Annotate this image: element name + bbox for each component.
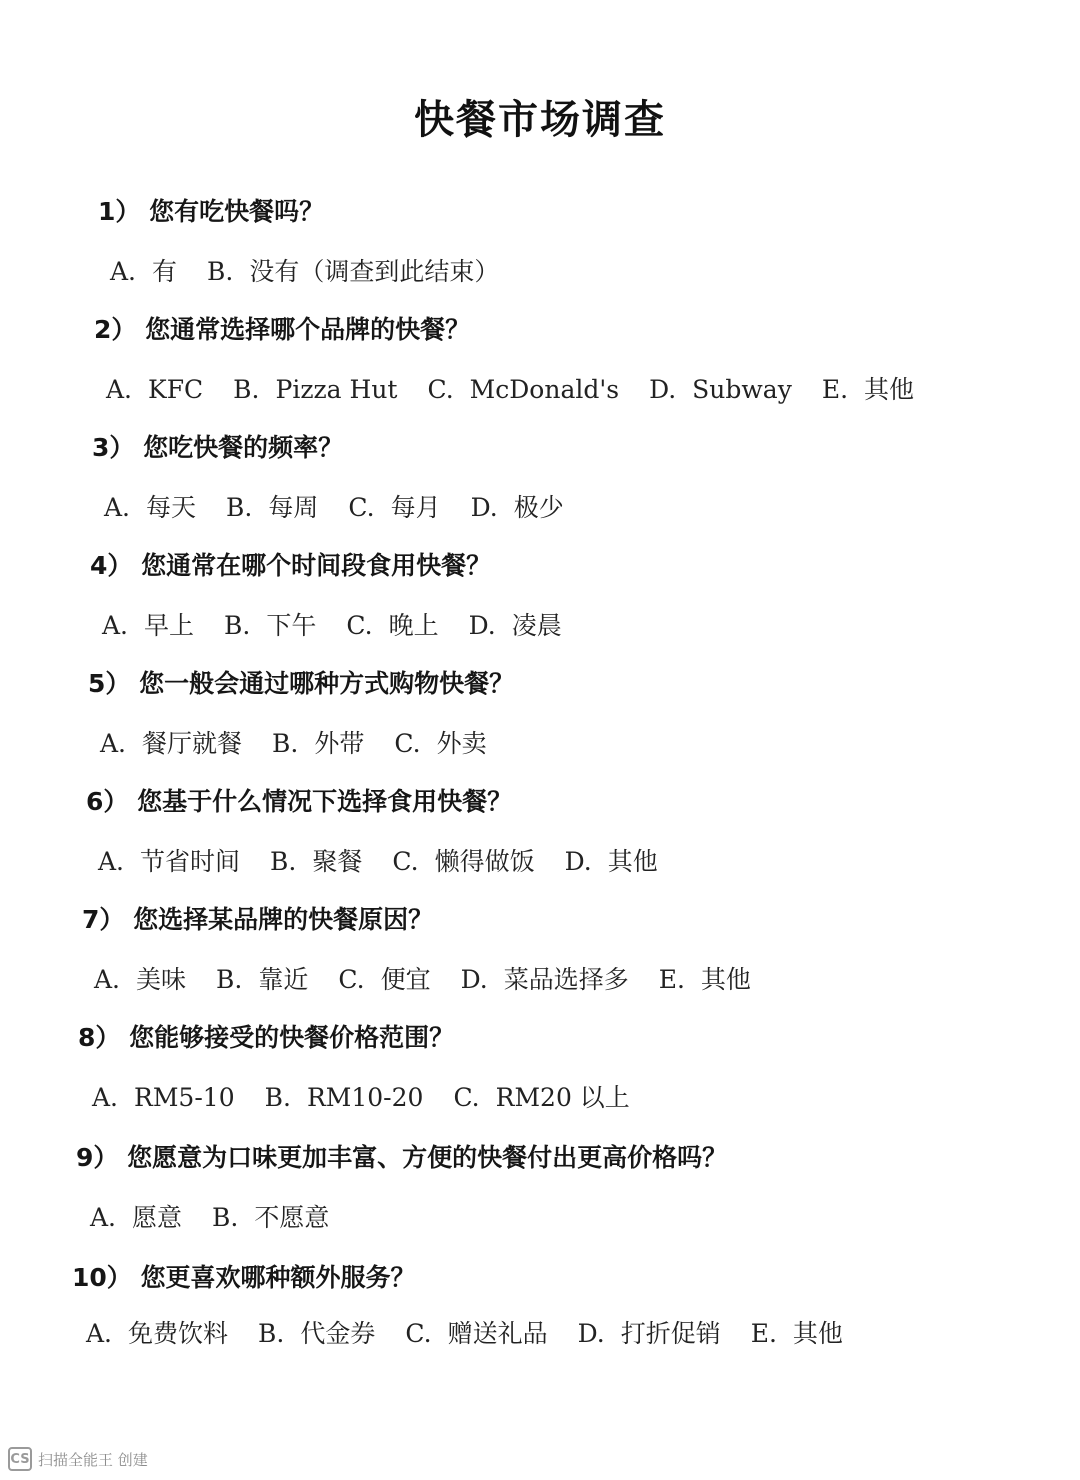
option-letter: E.	[658, 965, 685, 994]
option-letter: E.	[750, 1319, 777, 1348]
question-2: 2） 您通常选择哪个品牌的快餐？	[94, 315, 471, 344]
option-letter: B.	[216, 965, 243, 994]
option-letter: A.	[102, 611, 129, 640]
option-item	[392, 842, 534, 878]
option-item	[461, 960, 629, 996]
option-item	[346, 606, 438, 642]
option-letter: A.	[94, 965, 121, 994]
cs-scanner-logo-icon: CS	[8, 1447, 32, 1471]
option-text: 聚餐	[312, 847, 363, 876]
option-letter: C.	[346, 611, 373, 640]
option-item	[207, 252, 499, 288]
option-text: Pizza Hut	[275, 375, 398, 404]
option-item	[405, 1314, 547, 1350]
option-text: RM5-10	[134, 1083, 235, 1112]
option-text: 其他	[700, 965, 751, 994]
option-item	[90, 1198, 182, 1234]
option-item	[565, 842, 658, 878]
option-letter: A.	[100, 729, 127, 758]
option-item	[394, 724, 486, 760]
option-letter: A.	[98, 847, 125, 876]
option-item	[822, 370, 914, 406]
option-letter: C.	[394, 729, 421, 758]
option-item	[233, 375, 397, 404]
option-item	[471, 488, 564, 524]
option-letter: A.	[106, 375, 133, 404]
question-10-options	[86, 1314, 873, 1350]
option-text: 凌晨	[511, 611, 562, 640]
option-letter: A.	[104, 493, 131, 522]
option-letter: B.	[233, 375, 260, 404]
option-item	[212, 1198, 329, 1234]
question-3: 3） 您吃快餐的频率？	[92, 433, 344, 462]
option-letter: B.	[226, 493, 253, 522]
option-letter: A.	[92, 1083, 119, 1112]
option-item	[649, 375, 792, 404]
option-letter: B.	[207, 257, 234, 286]
question-8: 8） 您能够接受的快餐价格范围？	[78, 1023, 455, 1052]
option-text: Subway	[692, 375, 792, 404]
question-6: 6） 您基于什么情况下选择食用快餐？	[86, 787, 513, 816]
option-text: 免费饮料	[128, 1319, 229, 1348]
question-8-options	[92, 1078, 660, 1114]
option-letter: B.	[272, 729, 299, 758]
option-letter: D.	[468, 611, 496, 640]
option-item	[258, 1314, 375, 1350]
option-text: 其他	[792, 1319, 843, 1348]
question-9-options	[90, 1198, 359, 1234]
option-text: 赠送礼品	[447, 1319, 548, 1348]
option-text: RM20 以上	[495, 1083, 630, 1112]
option-letter: D.	[460, 965, 488, 994]
question-1: 1） 您有吃快餐吗？	[98, 197, 325, 226]
question-1-options	[110, 252, 529, 288]
option-letter: C.	[338, 965, 365, 994]
question-2-options	[106, 370, 944, 406]
option-letter: B.	[264, 1083, 291, 1112]
question-3-options	[104, 488, 594, 524]
option-text: 外卖	[436, 729, 487, 758]
option-text: 每周	[268, 493, 319, 522]
option-text: 代金券	[300, 1319, 376, 1348]
option-letter: B.	[212, 1203, 239, 1232]
option-item	[272, 724, 364, 760]
question-7: 7） 您选择某品牌的快餐原因？	[82, 905, 434, 934]
option-text: 每月	[390, 493, 441, 522]
option-item	[106, 375, 203, 404]
option-text: 早上	[144, 611, 195, 640]
option-letter: A.	[110, 257, 137, 286]
option-text: 便宜	[380, 965, 431, 994]
option-text: 菜品选择多	[503, 965, 629, 994]
option-item	[100, 724, 242, 760]
question-7-options	[94, 960, 781, 996]
option-item	[578, 1314, 721, 1350]
option-text: 外带	[314, 729, 365, 758]
option-text: McDonald's	[469, 375, 620, 404]
option-item	[453, 1078, 629, 1114]
option-text: 其他	[864, 375, 915, 404]
question-4-options	[102, 606, 592, 642]
option-letter: E.	[821, 375, 849, 404]
option-text: 美味	[136, 965, 187, 994]
option-letter: B.	[224, 611, 251, 640]
option-item	[224, 606, 316, 642]
option-text: 每天	[146, 493, 197, 522]
option-item	[427, 375, 619, 404]
option-item	[270, 842, 362, 878]
option-letter: D.	[577, 1319, 605, 1348]
option-letter: C.	[453, 1083, 480, 1112]
option-text: 下午	[266, 611, 317, 640]
option-item	[659, 960, 751, 996]
option-item	[265, 1083, 424, 1112]
option-item	[216, 960, 308, 996]
option-item	[104, 488, 196, 524]
question-5-options	[100, 724, 517, 760]
option-item	[226, 488, 318, 524]
option-letter: A.	[90, 1203, 117, 1232]
question-10: 10） 您更喜欢哪种额外服务？	[72, 1263, 416, 1292]
option-text: 靠近	[258, 965, 309, 994]
option-item	[86, 1314, 228, 1350]
option-text: RM10-20	[306, 1083, 424, 1112]
option-letter: C.	[405, 1319, 432, 1348]
question-5: 5） 您一般会通过哪种方式购物快餐？	[88, 669, 515, 698]
option-text: 节省时间	[140, 847, 241, 876]
option-text: 愿意	[132, 1203, 183, 1232]
option-text: 懒得做饭	[434, 847, 535, 876]
option-item	[469, 606, 562, 642]
option-item	[98, 842, 240, 878]
option-letter: D.	[649, 375, 677, 404]
option-letter: B.	[270, 847, 297, 876]
option-item	[92, 1083, 235, 1112]
question-4: 4） 您通常在哪个时间段食用快餐？	[90, 551, 492, 580]
option-letter: C.	[427, 375, 454, 404]
option-item	[102, 606, 194, 642]
option-text: 餐厅就餐	[142, 729, 243, 758]
watermark-text: 扫描全能王 创建	[38, 1450, 148, 1469]
option-text: 极少	[513, 493, 564, 522]
option-text: 其他	[607, 847, 658, 876]
option-letter: D.	[470, 493, 498, 522]
option-letter: C.	[392, 847, 419, 876]
option-letter: B.	[258, 1319, 285, 1348]
option-item	[751, 1314, 843, 1350]
option-letter: C.	[348, 493, 375, 522]
option-item	[348, 488, 440, 524]
option-text: 晚上	[388, 611, 439, 640]
option-letter: D.	[564, 847, 592, 876]
option-text: 打折促销	[620, 1319, 721, 1348]
option-text: 有	[152, 257, 178, 286]
page-title: 快餐市场调查	[414, 97, 666, 143]
question-9: 9） 您愿意为口味更加丰富、方便的快餐付出更高价格吗？	[76, 1143, 728, 1172]
option-text: KFC	[148, 375, 204, 404]
option-text: 没有（调查到此结束）	[249, 257, 500, 286]
scanner-watermark	[8, 1446, 148, 1472]
option-letter: A.	[86, 1319, 113, 1348]
option-text: 不愿意	[254, 1203, 330, 1232]
question-6-options	[98, 842, 688, 878]
option-item	[110, 252, 177, 288]
option-item	[338, 960, 430, 996]
option-item	[94, 960, 186, 996]
